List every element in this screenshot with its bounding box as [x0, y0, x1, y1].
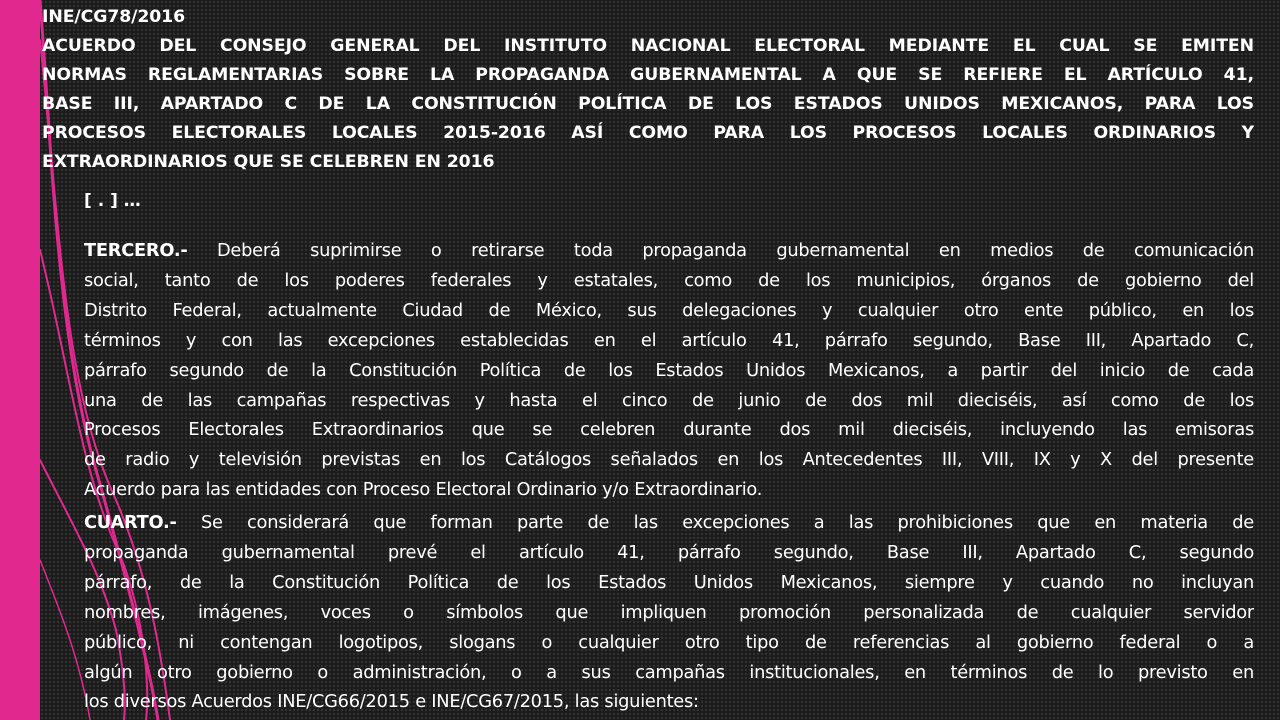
curve-line	[40, 560, 90, 720]
paragraph-line: algún otro gobierno o administración, o a sus campañas institucionales, en términos de lo previsto en	[84, 661, 1254, 683]
paragraph-line: párrafo segundo de la Constitución Política de los Estados Unidos Mexicanos, a partir del inicio de cada	[84, 359, 1254, 381]
paragraph-line: párrafo, de la Constitución Política de los Estados Unidos Mexicanos, siempre y cuando no incluyan	[84, 571, 1254, 593]
title-line: EXTRAORDINARIOS QUE SE CELEBREN EN 2016	[42, 151, 495, 172]
paragraph-line: de radio y televisión previstas en los Catálogos señalados en los Antecedentes III, VIII, IX y X del presente	[84, 449, 1254, 471]
paragraph-cuarto	[84, 508, 1254, 717]
title-line: ACUERDO DEL CONSEJO GENERAL DEL INSTITUTO NACIONAL ELECTORAL MEDIANTE EL CUAL SE EMITEN	[42, 35, 1254, 56]
paragraph-line: términos y con las excepciones establecidas en el artículo 41, párrafo segundo, Base III, Apartado C,	[84, 329, 1254, 351]
title-line: BASE III, APARTADO C DE LA CONSTITUCIÓN POLÍTICA DE LOS ESTADOS UNIDOS MEXICANOS, PARA LOS	[42, 93, 1254, 114]
paragraph-heading: TERCERO.-	[84, 240, 188, 261]
paragraph-heading: CUARTO.-	[84, 512, 177, 533]
agreement-code: INE/CG78/2016	[42, 7, 186, 27]
paragraph-line: propaganda gubernamental prevé el artículo 41, párrafo segundo, Base III, Apartado C, segundo	[84, 541, 1254, 563]
paragraph-line: social, tanto de los poderes federales y estatales, como de los municipios, órganos de gobierno del	[84, 269, 1254, 291]
paragraph-line: Procesos Electorales Extraordinarios que se celebren durante dos mil dieciséis, incluyendo las emisoras	[84, 419, 1254, 441]
paragraph-tercero	[84, 236, 1254, 505]
paragraph-text: Se considerará que forman parte de las excepciones a las prohibiciones que en materia de	[176, 512, 1254, 533]
title-line: NORMAS REGLAMENTARIAS SOBRE LA PROPAGANDA GUBERNAMENTAL A QUE SE REFIERE EL ARTÍCULO 41,	[42, 64, 1254, 85]
title-line: PROCESOS ELECTORALES LOCALES 2015-2016 ASÍ COMO PARA LOS PROCESOS LOCALES ORDINARIOS Y	[42, 122, 1254, 143]
document-title	[42, 3, 1254, 176]
paragraph-line: nombres, imágenes, voces o símbolos que impliquen promoción personalizada de cualquier servidor	[84, 601, 1254, 623]
paragraph-line: una de las campañas respectivas y hasta el cinco de junio de dos mil dieciséis, así como de los	[84, 389, 1254, 411]
omission-marker: [ . ] …	[84, 191, 141, 211]
paragraph-line: los diversos Acuerdos INE/CG66/2015 e INE/CG67/2015, las siguientes:	[84, 691, 699, 713]
paragraph-line: Acuerdo para las entidades con Proceso Electoral Ordinario y/o Extraordinario.	[84, 479, 763, 501]
paragraph-line: Distrito Federal, actualmente Ciudad de México, sus delegaciones y cualquier otro ente público, en los	[84, 299, 1254, 321]
paragraph-text: Deberá suprimirse o retirarse toda propaganda gubernamental en medios de comunicación	[187, 240, 1254, 261]
paragraph-line: público, ni contengan logotipos, slogans o cualquier otro tipo de referencias al gobierno federal o a	[84, 631, 1254, 653]
